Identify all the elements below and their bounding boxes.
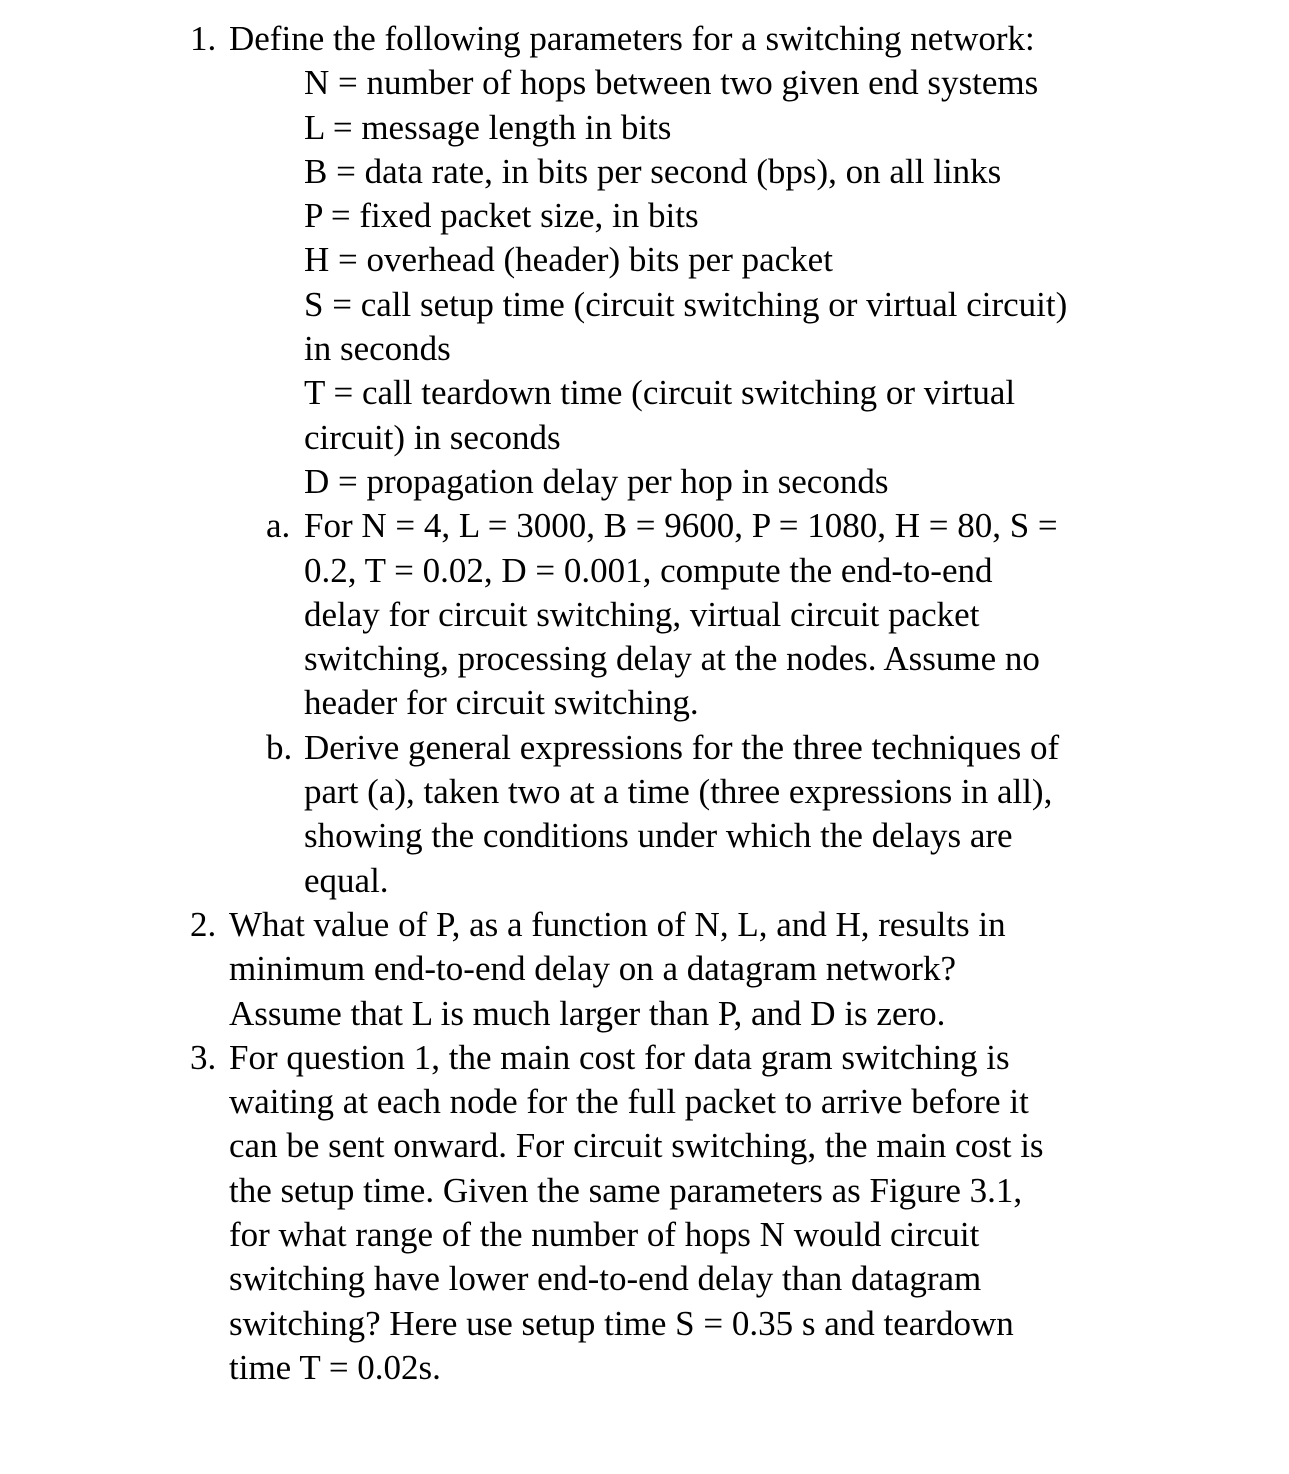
param-p <box>0 194 1289 238</box>
question-text: For question 1, the main cost for data gram switching is <box>229 1037 1010 1077</box>
part-a <box>0 504 1289 725</box>
question-1-intro-line <box>0 17 1289 61</box>
param-definition: circuit) in seconds <box>304 417 561 457</box>
param-s <box>0 283 1289 327</box>
part-letter: b. <box>266 727 293 767</box>
part-line <box>0 726 1289 770</box>
question-2 <box>0 903 1289 1036</box>
part-text: showing the conditions under which the delays are <box>304 816 1013 856</box>
param-definition: N = number of hops between two given end systems <box>304 63 1039 103</box>
part-text: delay for circuit switching, virtual circuit packet <box>304 594 980 634</box>
part-text: Derive general expressions for the three techniques of <box>304 727 1060 767</box>
question-number: 1. <box>190 19 217 58</box>
question-text: switching? Here use setup time S = 0.35 s and teardown <box>229 1303 1014 1343</box>
question-text: Define the following parameters for a switching network: <box>229 19 1035 58</box>
param-s-continued <box>0 327 1289 371</box>
param-t-continued <box>0 416 1289 460</box>
param-n <box>0 61 1289 105</box>
part-line <box>0 770 1289 814</box>
part-text: equal. <box>304 860 389 900</box>
part-line <box>0 637 1289 681</box>
part-text: switching, processing delay at the nodes. Assume no <box>304 639 1040 679</box>
part-text: For N = 4, L = 3000, B = 9600, P = 1080, H = 80, S = <box>304 506 1058 546</box>
part-line <box>0 504 1289 548</box>
question-3 <box>0 1036 1289 1390</box>
question-text: switching have lower end-to-end delay than datagram <box>229 1259 982 1299</box>
part-text: part (a), taken two at a time (three expressions in all), <box>304 772 1053 812</box>
question-text: can be sent onward. For circuit switching, the main cost is <box>229 1126 1044 1166</box>
part-text: header for circuit switching. <box>304 683 699 723</box>
question-line <box>0 992 1289 1036</box>
param-h <box>0 238 1289 282</box>
question-line <box>0 1213 1289 1257</box>
question-text: minimum end-to-end delay on a datagram network? <box>229 949 956 989</box>
question-line <box>0 1124 1289 1168</box>
part-line <box>0 681 1289 725</box>
param-definition: L = message length in bits <box>304 107 672 147</box>
part-line <box>0 593 1289 637</box>
question-1 <box>0 17 1289 903</box>
question-text: Assume that L is much larger than P, and D is zero. <box>229 993 946 1033</box>
question-number: 2. <box>190 904 217 944</box>
part-text: 0.2, T = 0.02, D = 0.001, compute the end-to-end <box>304 550 993 590</box>
question-line <box>0 1346 1289 1390</box>
part-line <box>0 814 1289 858</box>
param-l <box>0 106 1289 150</box>
question-line <box>0 1080 1289 1124</box>
part-line <box>0 859 1289 903</box>
question-line <box>0 1257 1289 1301</box>
question-line <box>0 1169 1289 1213</box>
param-definition: in seconds <box>304 329 451 369</box>
param-definition: H = overhead (header) bits per packet <box>304 240 833 280</box>
question-text: waiting at each node for the full packet to arrive before it <box>229 1082 1029 1122</box>
question-line <box>0 1302 1289 1346</box>
param-d <box>0 460 1289 504</box>
param-b <box>0 150 1289 194</box>
part-b <box>0 726 1289 903</box>
question-number: 3. <box>190 1037 217 1077</box>
question-line <box>0 1036 1289 1080</box>
param-t <box>0 371 1289 415</box>
param-definition: D = propagation delay per hop in seconds <box>304 461 889 501</box>
question-text: What value of P, as a function of N, L, and H, results in <box>229 904 1006 944</box>
question-text: the setup time. Given the same parameters as Figure 3.1, <box>229 1170 1023 1210</box>
param-definition: S = call setup time (circuit switching or virtual circuit) <box>304 284 1068 324</box>
question-line <box>0 903 1289 947</box>
part-letter: a. <box>266 506 291 546</box>
part-line <box>0 549 1289 593</box>
problem-document <box>0 17 1289 1390</box>
param-definition: P = fixed packet size, in bits <box>304 196 699 236</box>
param-definition: B = data rate, in bits per second (bps), on all links <box>304 151 1002 191</box>
param-definition: T = call teardown time (circuit switching or virtual <box>304 373 1016 413</box>
question-text: for what range of the number of hops N would circuit <box>229 1215 980 1255</box>
question-line <box>0 947 1289 991</box>
question-text: time T = 0.02s. <box>229 1347 441 1387</box>
